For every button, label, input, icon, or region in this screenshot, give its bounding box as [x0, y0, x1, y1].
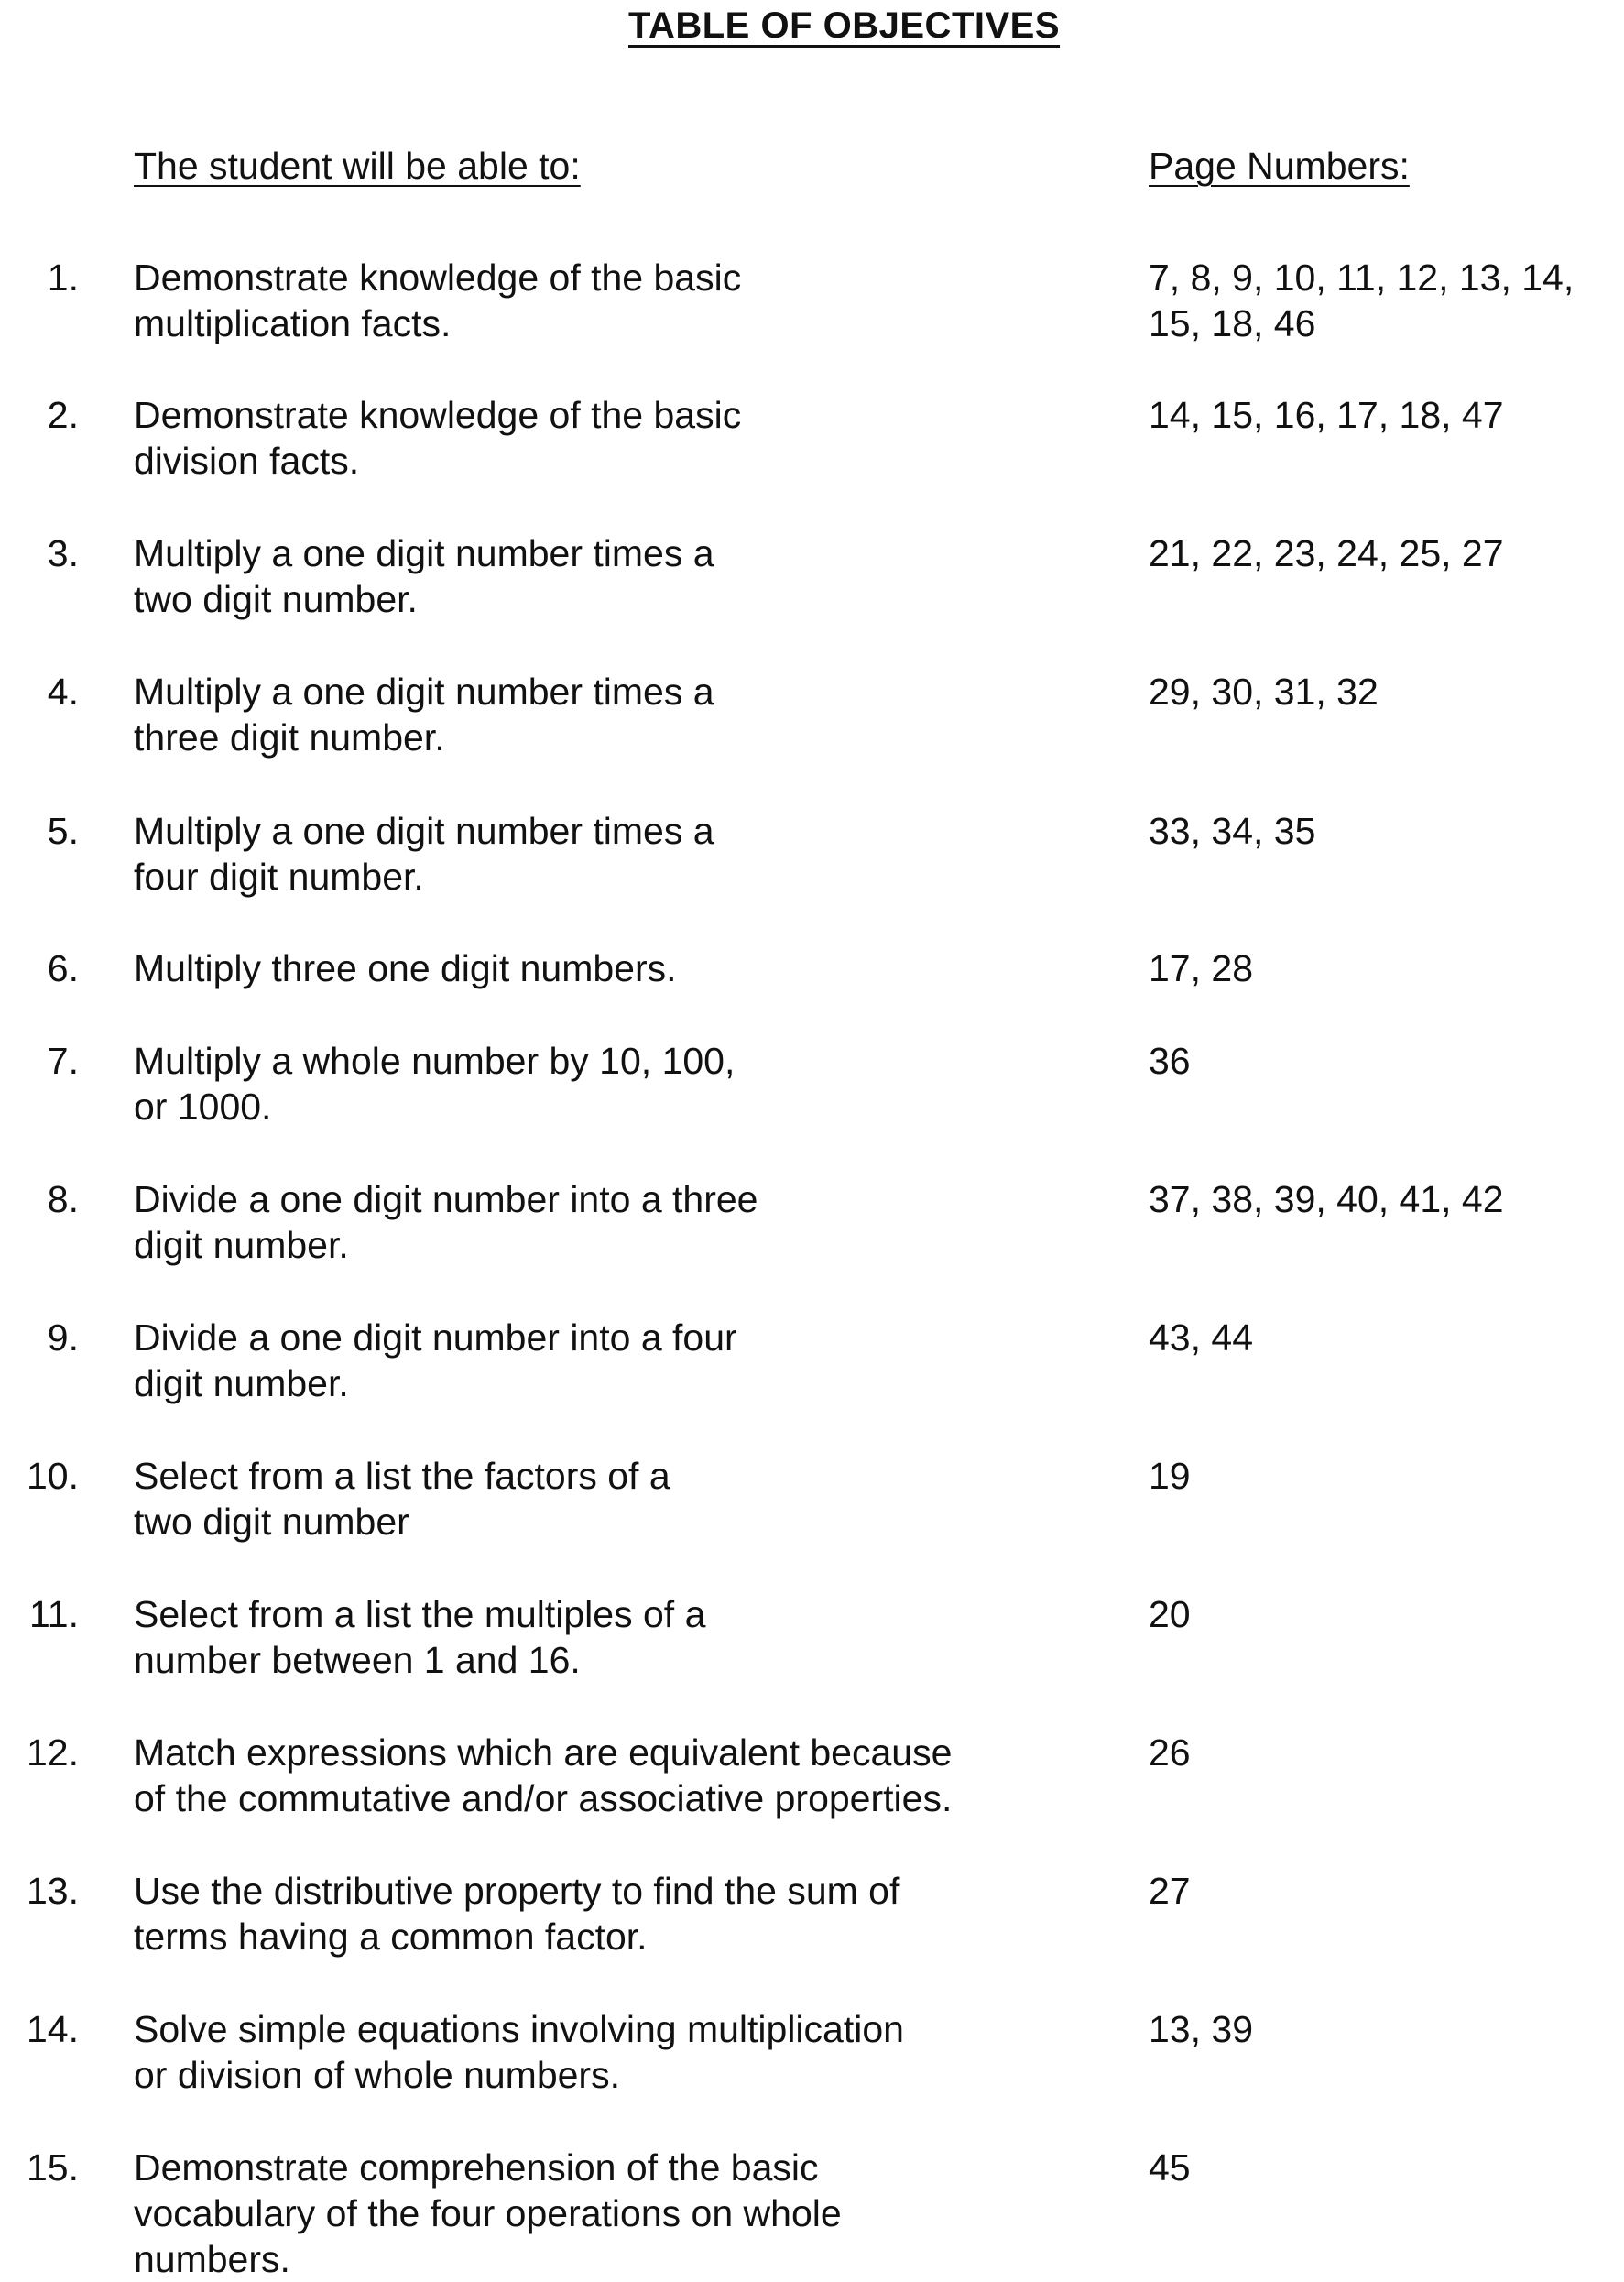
objective-line: Multiply a one digit number times a	[134, 671, 714, 713]
page-list-line: 19	[1149, 1455, 1191, 1497]
objective-text	[134, 2006, 1068, 2098]
objective-text	[134, 530, 1068, 622]
objective-line: division facts.	[134, 440, 360, 482]
objective-number: 14.	[27, 2008, 79, 2050]
objective-text	[134, 1038, 1068, 1130]
objective-number: 6.	[47, 947, 79, 989]
objective-line: Multiply a whole number by 10, 100,	[134, 1040, 736, 1082]
objective-pages	[1149, 255, 1624, 346]
objective-text	[134, 1591, 1068, 1683]
objective-text	[134, 392, 1068, 484]
page-numbers-column-header: Page Numbers:	[1149, 145, 1410, 187]
objective-pages	[1149, 1453, 1624, 1499]
objective-line: Match expressions which are equivalent because	[134, 1731, 953, 1774]
objective-line: digit number.	[134, 1224, 349, 1266]
objective-line: vocabulary of the four operations on whole	[134, 2192, 842, 2234]
objective-line: Demonstrate knowledge of the basic	[134, 257, 742, 299]
objective-line: three digit number.	[134, 716, 445, 759]
objective-number: 8.	[47, 1178, 79, 1220]
objective-line: terms having a common factor.	[134, 1916, 648, 1958]
objective-number: 13.	[27, 1870, 79, 1912]
page-list-line: 27	[1149, 1870, 1191, 1912]
objective-line: digit number.	[134, 1362, 349, 1404]
objective-number: 9.	[47, 1316, 79, 1359]
page-list-line: 45	[1149, 2146, 1191, 2189]
objective-line: Multiply a one digit number times a	[134, 532, 714, 574]
page-list-line: 36	[1149, 1040, 1191, 1082]
objective-pages	[1149, 945, 1624, 991]
page-list-line: 29, 30, 31, 32	[1149, 671, 1379, 713]
objective-line: Divide a one digit number into a three	[134, 1178, 758, 1220]
objective-text	[134, 1176, 1068, 1268]
page-list-line: 13, 39	[1149, 2008, 1253, 2050]
page-list-line: 15, 18, 46	[1149, 302, 1316, 344]
objective-line: multiplication facts.	[134, 302, 452, 344]
page-list-line: 17, 28	[1149, 947, 1253, 989]
objective-line: Demonstrate comprehension of the basic	[134, 2146, 819, 2189]
objective-number: 1.	[47, 257, 79, 299]
objective-text	[134, 1453, 1068, 1545]
objective-pages	[1149, 2145, 1624, 2190]
objective-number: 10.	[27, 1455, 79, 1497]
page-list-line: 21, 22, 23, 24, 25, 27	[1149, 532, 1504, 574]
objective-line: Select from a list the factors of a	[134, 1455, 670, 1497]
objective-line: Solve simple equations involving multiplication	[134, 2008, 904, 2050]
objective-line: four digit number.	[134, 856, 424, 898]
objective-text	[134, 255, 1068, 346]
objective-number: 7.	[47, 1040, 79, 1082]
page-list-line: 33, 34, 35	[1149, 810, 1316, 852]
objective-number: 11.	[29, 1593, 79, 1635]
objective-number: 4.	[47, 671, 79, 713]
objective-text	[134, 2145, 1068, 2282]
page-list-line: 26	[1149, 1731, 1191, 1774]
objective-number: 2.	[47, 394, 79, 436]
objective-text	[134, 669, 1068, 760]
objective-line: of the commutative and/or associative properties.	[134, 1777, 953, 1819]
objective-line: or division of whole numbers.	[134, 2054, 620, 2096]
objective-text	[134, 945, 1068, 991]
objective-number: 3.	[47, 532, 79, 574]
objective-text	[134, 1868, 1068, 1960]
page-list-line: 43, 44	[1149, 1316, 1253, 1359]
objective-line: Select from a list the multiples of a	[134, 1593, 706, 1635]
objective-pages	[1149, 530, 1624, 576]
objective-text	[134, 1730, 1068, 1821]
objective-number: 12.	[27, 1731, 79, 1774]
objective-line: Multiply a one digit number times a	[134, 810, 714, 852]
objective-pages	[1149, 808, 1624, 854]
objective-pages	[1149, 392, 1624, 438]
page-title: TABLE OF OBJECTIVES	[628, 5, 1061, 46]
objective-line: two digit number	[134, 1501, 409, 1543]
page-list-line: 20	[1149, 1593, 1191, 1635]
objective-line: or 1000.	[134, 1086, 272, 1128]
objective-line: numbers.	[134, 2238, 290, 2280]
objective-pages	[1149, 1176, 1624, 1222]
page-list-line: 37, 38, 39, 40, 41, 42	[1149, 1178, 1504, 1220]
objective-text	[134, 1315, 1068, 1406]
objective-pages	[1149, 2006, 1624, 2052]
objective-line: number between 1 and 16.	[134, 1639, 581, 1681]
objective-line: Demonstrate knowledge of the basic	[134, 394, 742, 436]
objective-line: Multiply three one digit numbers.	[134, 947, 677, 989]
objective-line: Use the distributive property to find the sum of	[134, 1870, 900, 1912]
page-list-line: 14, 15, 16, 17, 18, 47	[1149, 394, 1504, 436]
objective-number: 5.	[47, 810, 79, 852]
page-list-line: 7, 8, 9, 10, 11, 12, 13, 14,	[1149, 257, 1575, 299]
objective-pages	[1149, 1868, 1624, 1914]
objective-number: 15.	[27, 2146, 79, 2189]
objectives-column-header: The student will be able to:	[134, 145, 581, 187]
objective-pages	[1149, 1038, 1624, 1084]
objective-pages	[1149, 1315, 1624, 1360]
objective-pages	[1149, 1730, 1624, 1775]
objective-pages	[1149, 1591, 1624, 1637]
objective-text	[134, 808, 1068, 900]
objective-line: Divide a one digit number into a four	[134, 1316, 737, 1359]
objective-line: two digit number.	[134, 578, 418, 620]
objective-pages	[1149, 669, 1624, 715]
